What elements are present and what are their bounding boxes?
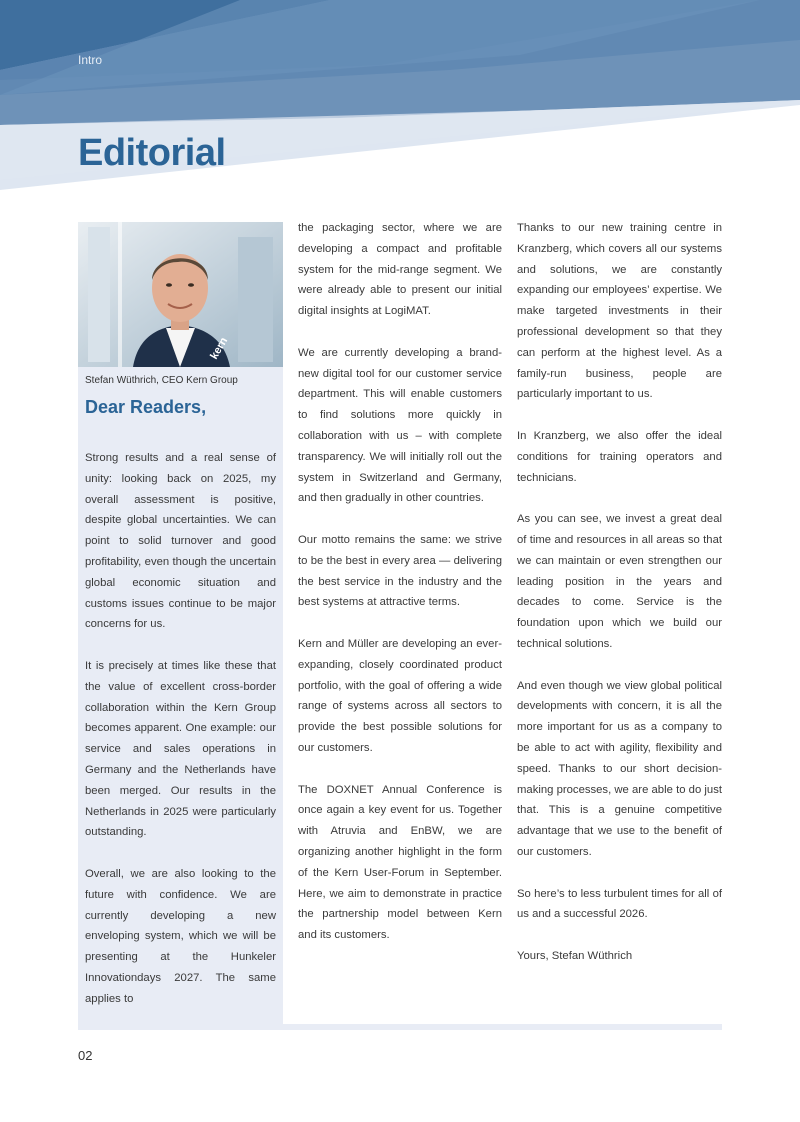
sidebar-text	[85, 448, 276, 1010]
photo-caption: Stefan Wüthrich, CEO Kern Group	[85, 375, 238, 386]
bottom-divider	[78, 1024, 722, 1030]
paragraph: As you can see, we invest a great deal of time and resources in all areas so that we can maintain or even strengthen our leading position in the years and decades to come. Service is the foundation upon which we build our technical solutions.	[517, 513, 722, 650]
page-title: Editorial	[78, 132, 226, 174]
paragraph: Thanks to our new training centre in Kranzberg, which covers all our systems and solutions, we are constantly expanding our employees’ expertise. We make targeted investments in their professional development so that they can perform at the highest level. As a family-run business, people are particularly important to us.	[517, 222, 722, 401]
paragraph: Strong results and a real sense of unity: looking back on 2025, my overall assessment is positive, despite global uncertainties. We can point to solid turnover and good profitability, even though the uncertain global economic situation and customs issues continue to be major concerns for us.	[85, 452, 276, 631]
greeting-heading: Dear Readers,	[85, 397, 207, 417]
paragraph: So here’s to less turbulent times for all of us and a successful 2026.	[517, 887, 722, 921]
column-2-text	[298, 218, 502, 946]
paragraph: Our motto remains the same: we strive to be the best in every area — delivering the best service in the industry and the best systems at attractive terms.	[298, 533, 502, 609]
paragraph: We are currently developing a brand-new digital tool for our customer service department. This will enable customers to find solutions more quickly in collaboration with us – with complete transparency. We will initially roll out the system in Switzerland and Germany, and then gradually in other countries.	[298, 346, 502, 505]
paragraph: Overall, we are also looking to the future with confidence. We are currently developing a new enveloping system, which we will be presenting at the Hunkeler Innovationdays 2027. The same applies to	[85, 867, 276, 1005]
paragraph: And even though we view global political developments with concern, it is all the more important for us as a company to be able to act with agility, flexibility and speed. Thanks to our short decision-making processes, we are able to do just that. This is a genuine competitive advantage that we use to the benefit of our customers.	[517, 679, 722, 858]
paragraph: Kern and Müller are developing an ever-expanding, closely coordinated product portfolio, with the goal of offering a wide range of systems across all sectors to provide the best possible solutions for our customers.	[298, 637, 502, 754]
section-label: Intro	[78, 53, 103, 67]
paragraph: It is precisely at times like these that the value of excellent cross-border collaboration within the Kern Group becomes apparent. One example: our service and sales operations in Germany and the Netherlands have been merged. Our results in the Netherlands in 2025 were particularly outstanding.	[85, 659, 276, 839]
paragraph: the packaging sector, where we are developing a compact and profitable system for the mid-range segment. We were already able to present our initial digital insights at LogiMAT.	[298, 222, 502, 318]
shirt-logo: kern	[208, 335, 231, 362]
paragraph: In Kranzberg, we also offer the ideal conditions for training operators and technicians.	[517, 429, 722, 484]
signature: Yours, Stefan Wüthrich	[517, 949, 633, 962]
column-3-text	[517, 218, 722, 967]
ceo-portrait-photo	[78, 222, 283, 367]
page-number: 02	[78, 1048, 93, 1063]
paragraph: The DOXNET Annual Conference is once again a key event for us. Together with Atruvia and EnBW, we are organizing another highlight in the form of the Kern User-Forum in September. Here, we aim to demonstrate in practice the partnership model between Kern and its customers.	[298, 783, 502, 942]
